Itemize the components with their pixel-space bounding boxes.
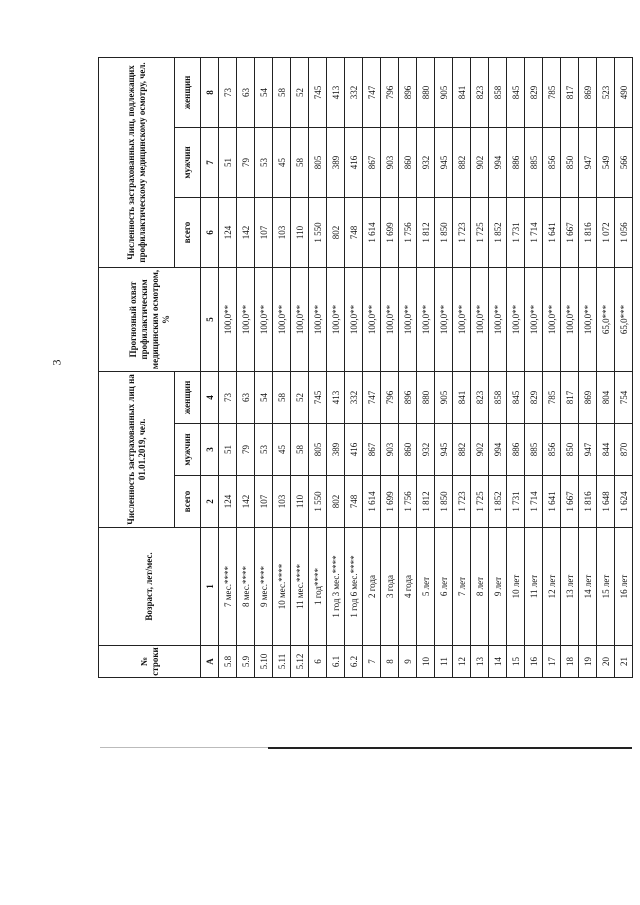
age-cell: 14 лет <box>579 528 597 646</box>
target-total-cell: 1 641 <box>543 197 561 267</box>
row-number-cell: 6.2 <box>345 646 363 678</box>
rate-cell: 100,0** <box>399 267 417 371</box>
target-female-cell: 841 <box>453 57 471 127</box>
rate-cell: 100,0** <box>255 267 273 371</box>
row-number-cell: 5.8 <box>219 646 237 678</box>
age-cell: 5 лет <box>417 528 435 646</box>
target-female-cell: 845 <box>507 57 525 127</box>
target-male-cell: 45 <box>273 127 291 197</box>
age-cell: 11 мес.**** <box>291 528 309 646</box>
female-cell: 58 <box>273 371 291 423</box>
table-row <box>507 57 525 677</box>
target-male-cell: 947 <box>579 127 597 197</box>
target-male-cell: 886 <box>507 127 525 197</box>
row-number-cell: 5.12 <box>291 646 309 678</box>
age-cell: 8 мес.**** <box>237 528 255 646</box>
rate-cell: 100,0** <box>219 267 237 371</box>
total-cell: 1 725 <box>471 476 489 528</box>
age-cell: 7 лет <box>453 528 471 646</box>
age-cell: 12 лет <box>543 528 561 646</box>
target-female-cell: 490 <box>615 57 633 127</box>
target-female-cell: 54 <box>255 57 273 127</box>
total-cell: 1 667 <box>561 476 579 528</box>
target-female-cell: 785 <box>543 57 561 127</box>
target-male-cell: 416 <box>345 127 363 197</box>
target-male-cell: 58 <box>291 127 309 197</box>
table-row <box>219 57 237 677</box>
rate-cell: 100,0** <box>453 267 471 371</box>
row-number-cell: 6 <box>309 646 327 678</box>
female-cell: 54 <box>255 371 273 423</box>
row-number-cell: 7 <box>363 646 381 678</box>
target-female-cell: 523 <box>597 57 615 127</box>
table-row <box>471 57 489 677</box>
male-cell: 882 <box>453 424 471 476</box>
target-female-cell: 73 <box>219 57 237 127</box>
col-index: 4 <box>201 371 219 423</box>
total-cell: 103 <box>273 476 291 528</box>
target-male-cell: 882 <box>453 127 471 197</box>
total-cell: 124 <box>219 476 237 528</box>
table-row <box>381 57 399 677</box>
table-row <box>273 57 291 677</box>
age-cell: 10 мес.**** <box>273 528 291 646</box>
age-cell: 8 лет <box>471 528 489 646</box>
target-female-cell: 413 <box>327 57 345 127</box>
total-cell: 1 731 <box>507 476 525 528</box>
target-total-cell: 1 850 <box>435 197 453 267</box>
header-target-total: всего <box>175 197 201 267</box>
target-male-cell: 53 <box>255 127 273 197</box>
header-population-group: Численность застрахованных лиц на 01.01.2019, чел. <box>99 371 175 527</box>
rate-cell: 100,0** <box>579 267 597 371</box>
header-age: Возраст, лет/мес. <box>99 528 201 646</box>
data-table <box>98 57 633 678</box>
rate-cell: 100,0** <box>471 267 489 371</box>
table-row <box>363 57 381 677</box>
total-cell: 1 714 <box>525 476 543 528</box>
row-number-cell: 21 <box>615 646 633 678</box>
table-row <box>579 57 597 677</box>
target-male-cell: 805 <box>309 127 327 197</box>
male-cell: 79 <box>237 424 255 476</box>
target-male-cell: 903 <box>381 127 399 197</box>
target-female-cell: 858 <box>489 57 507 127</box>
table-row <box>489 57 507 677</box>
row-number-cell: 12 <box>453 646 471 678</box>
header-target-female: женщин <box>175 57 201 127</box>
rate-cell: 65,0*** <box>597 267 615 371</box>
col-index: 7 <box>201 127 219 197</box>
row-number-cell: 17 <box>543 646 561 678</box>
table-row <box>615 57 633 677</box>
target-female-cell: 58 <box>273 57 291 127</box>
female-cell: 880 <box>417 371 435 423</box>
col-index: 2 <box>201 476 219 528</box>
row-number-cell: 10 <box>417 646 435 678</box>
row-number-cell: 8 <box>381 646 399 678</box>
female-cell: 845 <box>507 371 525 423</box>
female-cell: 841 <box>453 371 471 423</box>
col-index: 1 <box>201 528 219 646</box>
table-row <box>561 57 579 677</box>
total-cell: 1 614 <box>363 476 381 528</box>
row-number-cell: 6.1 <box>327 646 345 678</box>
age-cell: 1 год 6 мес.**** <box>345 528 363 646</box>
rate-cell: 100,0** <box>489 267 507 371</box>
bottom-rule <box>268 747 632 749</box>
target-total-cell: 1 714 <box>525 197 543 267</box>
target-female-cell: 896 <box>399 57 417 127</box>
row-number-cell: 5.10 <box>255 646 273 678</box>
female-cell: 796 <box>381 371 399 423</box>
header-male: мужчин <box>175 424 201 476</box>
row-number-cell: 5.11 <box>273 646 291 678</box>
row-number-cell: 18 <box>561 646 579 678</box>
header-female: женщин <box>175 371 201 423</box>
total-cell: 107 <box>255 476 273 528</box>
total-cell: 1 648 <box>597 476 615 528</box>
male-cell: 994 <box>489 424 507 476</box>
table-row <box>399 57 417 677</box>
age-cell: 9 мес.**** <box>255 528 273 646</box>
table-row <box>525 57 543 677</box>
rate-cell: 100,0** <box>435 267 453 371</box>
column-index-row <box>201 57 219 677</box>
total-cell: 1 756 <box>399 476 417 528</box>
female-cell: 63 <box>237 371 255 423</box>
target-male-cell: 885 <box>525 127 543 197</box>
target-total-cell: 748 <box>345 197 363 267</box>
target-male-cell: 79 <box>237 127 255 197</box>
male-cell: 844 <box>597 424 615 476</box>
age-cell: 1 год 3 мес.**** <box>327 528 345 646</box>
target-male-cell: 902 <box>471 127 489 197</box>
male-cell: 932 <box>417 424 435 476</box>
table-row <box>345 57 363 677</box>
male-cell: 860 <box>399 424 417 476</box>
rate-cell: 100,0** <box>237 267 255 371</box>
female-cell: 754 <box>615 371 633 423</box>
rate-cell: 100,0** <box>345 267 363 371</box>
target-male-cell: 850 <box>561 127 579 197</box>
target-total-cell: 1 816 <box>579 197 597 267</box>
total-cell: 748 <box>345 476 363 528</box>
target-male-cell: 860 <box>399 127 417 197</box>
age-cell: 1 год**** <box>309 528 327 646</box>
target-female-cell: 905 <box>435 57 453 127</box>
age-cell: 13 лет <box>561 528 579 646</box>
rate-cell: 100,0** <box>525 267 543 371</box>
target-female-cell: 63 <box>237 57 255 127</box>
rate-cell: 100,0** <box>561 267 579 371</box>
male-cell: 850 <box>561 424 579 476</box>
female-cell: 869 <box>579 371 597 423</box>
target-total-cell: 1 852 <box>489 197 507 267</box>
header-rate: Прогнозный охват профилактическим медицинским осмотром, % <box>99 267 201 371</box>
male-cell: 45 <box>273 424 291 476</box>
target-male-cell: 932 <box>417 127 435 197</box>
total-cell: 1 816 <box>579 476 597 528</box>
male-cell: 805 <box>309 424 327 476</box>
row-number-cell: 20 <box>597 646 615 678</box>
age-cell: 15 лет <box>597 528 615 646</box>
total-cell: 1 699 <box>381 476 399 528</box>
table-row <box>435 57 453 677</box>
male-cell: 51 <box>219 424 237 476</box>
female-cell: 785 <box>543 371 561 423</box>
target-total-cell: 1 072 <box>597 197 615 267</box>
age-cell: 9 лет <box>489 528 507 646</box>
page-number: 3 <box>49 359 64 366</box>
male-cell: 416 <box>345 424 363 476</box>
col-index: 6 <box>201 197 219 267</box>
col-index: А <box>201 646 219 678</box>
male-cell: 389 <box>327 424 345 476</box>
age-cell: 10 лет <box>507 528 525 646</box>
total-cell: 802 <box>327 476 345 528</box>
age-cell: 16 лет <box>615 528 633 646</box>
rate-cell: 100,0** <box>273 267 291 371</box>
female-cell: 73 <box>219 371 237 423</box>
target-male-cell: 856 <box>543 127 561 197</box>
target-total-cell: 1 056 <box>615 197 633 267</box>
table-row <box>417 57 435 677</box>
total-cell: 142 <box>237 476 255 528</box>
female-cell: 332 <box>345 371 363 423</box>
row-number-cell: 15 <box>507 646 525 678</box>
male-cell: 902 <box>471 424 489 476</box>
row-number-cell: 5.9 <box>237 646 255 678</box>
target-total-cell: 1 667 <box>561 197 579 267</box>
male-cell: 870 <box>615 424 633 476</box>
col-index: 3 <box>201 424 219 476</box>
target-male-cell: 566 <box>615 127 633 197</box>
target-female-cell: 817 <box>561 57 579 127</box>
male-cell: 58 <box>291 424 309 476</box>
table-row <box>237 57 255 677</box>
female-cell: 52 <box>291 371 309 423</box>
female-cell: 858 <box>489 371 507 423</box>
rate-cell: 100,0** <box>327 267 345 371</box>
row-number-cell: 14 <box>489 646 507 678</box>
row-number-cell: 9 <box>399 646 417 678</box>
age-cell: 6 лет <box>435 528 453 646</box>
age-cell: 11 лет <box>525 528 543 646</box>
rate-cell: 100,0** <box>507 267 525 371</box>
female-cell: 905 <box>435 371 453 423</box>
rate-cell: 100,0** <box>417 267 435 371</box>
rotated-table-container <box>98 58 629 678</box>
target-total-cell: 802 <box>327 197 345 267</box>
col-index: 8 <box>201 57 219 127</box>
male-cell: 867 <box>363 424 381 476</box>
header-row-no: № строки <box>99 646 201 678</box>
rate-cell: 100,0** <box>291 267 309 371</box>
col-index: 5 <box>201 267 219 371</box>
table-row <box>597 57 615 677</box>
target-male-cell: 994 <box>489 127 507 197</box>
target-total-cell: 1 699 <box>381 197 399 267</box>
target-total-cell: 103 <box>273 197 291 267</box>
target-total-cell: 1 725 <box>471 197 489 267</box>
target-male-cell: 51 <box>219 127 237 197</box>
header-target-male: мужчин <box>175 127 201 197</box>
rate-cell: 100,0** <box>543 267 561 371</box>
target-total-cell: 1 550 <box>309 197 327 267</box>
row-number-cell: 19 <box>579 646 597 678</box>
age-cell: 7 мес.**** <box>219 528 237 646</box>
female-cell: 896 <box>399 371 417 423</box>
rate-cell: 100,0** <box>381 267 399 371</box>
target-male-cell: 549 <box>597 127 615 197</box>
target-total-cell: 1 731 <box>507 197 525 267</box>
table-row <box>255 57 273 677</box>
total-cell: 1 641 <box>543 476 561 528</box>
target-female-cell: 745 <box>309 57 327 127</box>
age-cell: 2 года <box>363 528 381 646</box>
rate-cell: 65,0*** <box>615 267 633 371</box>
total-cell: 1 850 <box>435 476 453 528</box>
target-female-cell: 332 <box>345 57 363 127</box>
row-number-cell: 11 <box>435 646 453 678</box>
female-cell: 413 <box>327 371 345 423</box>
male-cell: 885 <box>525 424 543 476</box>
target-male-cell: 867 <box>363 127 381 197</box>
header-total: всего <box>175 476 201 528</box>
target-female-cell: 869 <box>579 57 597 127</box>
table-row <box>291 57 309 677</box>
bottom-rule-faint <box>100 747 268 748</box>
male-cell: 945 <box>435 424 453 476</box>
header-target-group: Численность застрахованных лиц, подлежащих профилактическому медицинскому осмотру, чел. <box>99 57 175 267</box>
target-female-cell: 796 <box>381 57 399 127</box>
target-total-cell: 1 614 <box>363 197 381 267</box>
rate-cell: 100,0** <box>363 267 381 371</box>
total-cell: 1 723 <box>453 476 471 528</box>
age-cell: 3 года <box>381 528 399 646</box>
male-cell: 53 <box>255 424 273 476</box>
target-total-cell: 1 723 <box>453 197 471 267</box>
target-total-cell: 142 <box>237 197 255 267</box>
target-total-cell: 124 <box>219 197 237 267</box>
total-cell: 1 852 <box>489 476 507 528</box>
total-cell: 110 <box>291 476 309 528</box>
female-cell: 747 <box>363 371 381 423</box>
row-number-cell: 13 <box>471 646 489 678</box>
target-female-cell: 880 <box>417 57 435 127</box>
row-number-cell: 16 <box>525 646 543 678</box>
target-male-cell: 389 <box>327 127 345 197</box>
rate-cell: 100,0** <box>309 267 327 371</box>
target-female-cell: 52 <box>291 57 309 127</box>
target-total-cell: 110 <box>291 197 309 267</box>
male-cell: 856 <box>543 424 561 476</box>
target-female-cell: 823 <box>471 57 489 127</box>
target-male-cell: 945 <box>435 127 453 197</box>
female-cell: 823 <box>471 371 489 423</box>
female-cell: 829 <box>525 371 543 423</box>
table-row <box>453 57 471 677</box>
male-cell: 947 <box>579 424 597 476</box>
male-cell: 903 <box>381 424 399 476</box>
target-total-cell: 107 <box>255 197 273 267</box>
female-cell: 804 <box>597 371 615 423</box>
total-cell: 1 550 <box>309 476 327 528</box>
target-total-cell: 1 756 <box>399 197 417 267</box>
male-cell: 886 <box>507 424 525 476</box>
table-row <box>309 57 327 677</box>
table-row <box>327 57 345 677</box>
female-cell: 817 <box>561 371 579 423</box>
total-cell: 1 624 <box>615 476 633 528</box>
table-row <box>543 57 561 677</box>
age-cell: 4 года <box>399 528 417 646</box>
target-female-cell: 829 <box>525 57 543 127</box>
target-female-cell: 747 <box>363 57 381 127</box>
female-cell: 745 <box>309 371 327 423</box>
total-cell: 1 812 <box>417 476 435 528</box>
target-total-cell: 1 812 <box>417 197 435 267</box>
